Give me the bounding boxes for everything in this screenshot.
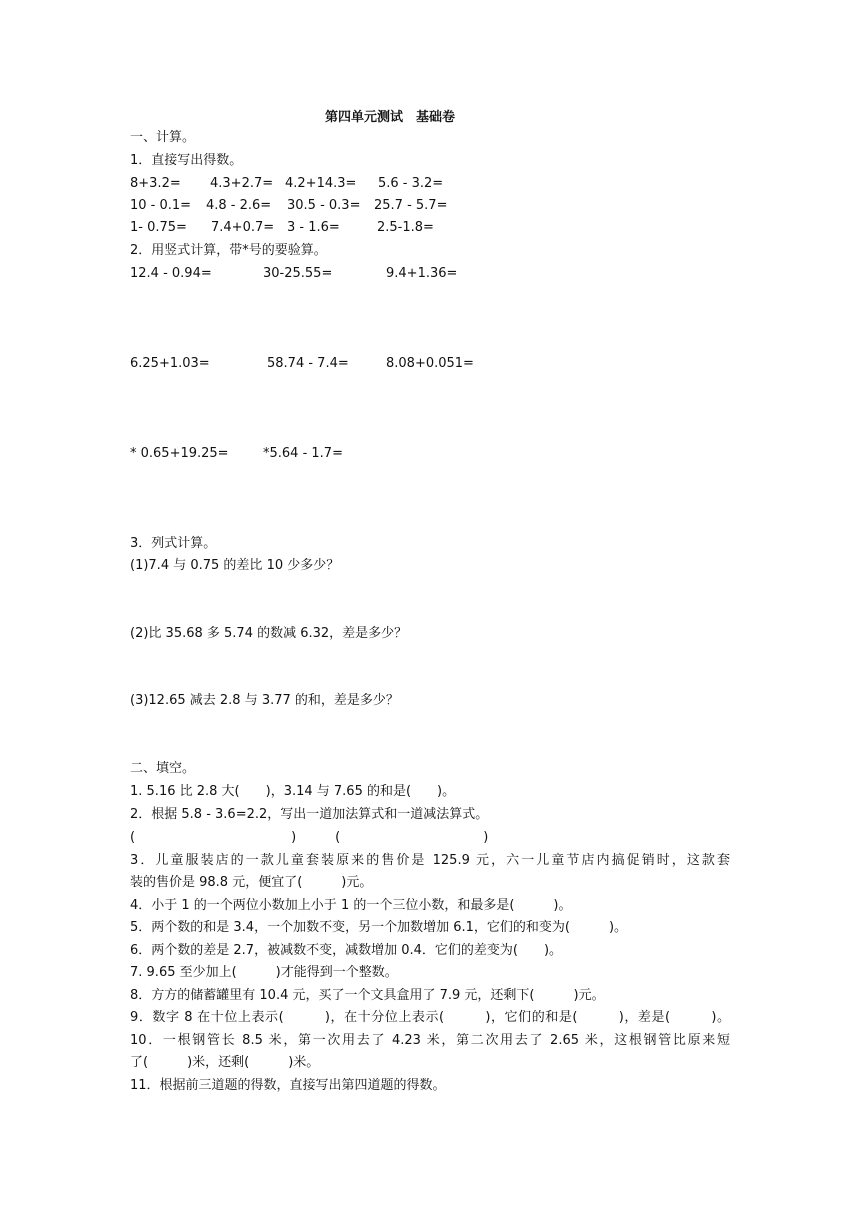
q1-cell: 4.2+14.3= <box>285 176 357 191</box>
q2-cell: *5.64 - 1.7= <box>263 446 343 461</box>
q1-label: 1．直接写出得数。 <box>130 153 243 168</box>
fill-line: 装的售价是 98.8 元，便宜了( )元。 <box>130 875 373 890</box>
q1-cell: 4.8 - 2.6= <box>206 198 272 213</box>
q3-label: 3．列式计算。 <box>130 536 217 551</box>
fill-line: 1. 5.16 比 2.8 大( )，3.14 与 7.65 的和是( )。 <box>130 784 456 799</box>
fill-line: 了( )米，还剩( )米。 <box>130 1055 320 1070</box>
section-2-heading: 二、填空。 <box>130 761 196 776</box>
q3-item: (1)7.4 与 0.75 的差比 10 少多少？ <box>130 558 340 573</box>
fill-line: 7. 9.65 至少加上( )才能得到一个整数。 <box>130 965 398 980</box>
section-1-heading: 一、计算。 <box>130 130 196 145</box>
q3-item: (2)比 35.68 多 5.74 的数减 6.32，差是多少？ <box>130 626 408 641</box>
fill-line: 9．数字 8 在十位上表示( )，在十分位上表示( )，它们的和是( )，差是( )。 <box>130 1010 730 1025</box>
fill-line: 5．两个数的和是 3.4，一个加数不变，另一个加数增加 6.1，它们的和变为( )。 <box>130 920 628 935</box>
q2-cell: 6.25+1.03= <box>130 356 210 371</box>
q1-cell: 2.5-1.8= <box>377 220 434 235</box>
q1-cell: 1- 0.75= <box>130 220 187 235</box>
fill-line: 10．一根钢管长 8.5 米，第一次用去了 4.23 米，第二次用去了 2.65 米，这根钢管比原来短 <box>130 1033 730 1048</box>
q1-cell: 30.5 - 0.3= <box>287 198 361 213</box>
q2-cell: 58.74 - 7.4= <box>267 356 349 371</box>
fill-line: 11．根据前三道题的得数，直接写出第四道题的得数。 <box>130 1078 446 1093</box>
q1-cell: 25.7 - 5.7= <box>374 198 448 213</box>
fill-line: 6．两个数的差是 2.7，被减数不变，减数增加 0.4．它们的差变为( )。 <box>130 943 563 958</box>
q1-cell: 7.4+0.7= <box>211 220 275 235</box>
q1-cell: 4.3+2.7= <box>210 176 274 191</box>
fill-line: 3．儿童服装店的一款儿童套装原来的售价是 125.9 元，六一儿童节店内搞促销时，这款套 <box>130 853 730 868</box>
q1-cell: 8+3.2= <box>130 176 181 191</box>
q1-cell: 5.6 - 3.2= <box>378 176 444 191</box>
q2-cell: 12.4 - 0.94= <box>130 266 212 281</box>
fill-line: 4．小于 1 的一个两位小数加上小于 1 的一个三位小数，和最多是( )。 <box>130 898 572 913</box>
q2-cell: 8.08+0.051= <box>386 356 474 371</box>
fill-line: ( ) ( ) <box>130 830 489 845</box>
q1-cell: 3 - 1.6= <box>287 220 340 235</box>
q2-label: 2．用竖式计算，带*号的要验算。 <box>130 243 327 258</box>
page-title: 第四单元测试 基础卷 <box>324 110 455 125</box>
fill-line: 8．方方的储蓄罐里有 10.4 元，买了一个文具盒用了 7.9 元，还剩下( )元。 <box>130 988 605 1003</box>
q2-cell: 30-25.55= <box>263 266 333 281</box>
q1-cell: 10 - 0.1= <box>130 198 192 213</box>
q2-cell: * 0.65+19.25= <box>130 446 229 461</box>
q2-cell: 9.4+1.36= <box>386 266 458 281</box>
fill-line: 2．根据 5.8 - 3.6=2.2，写出一道加法算式和一道减法算式。 <box>130 807 489 822</box>
q3-item: (3)12.65 减去 2.8 与 3.77 的和，差是多少？ <box>130 693 399 708</box>
